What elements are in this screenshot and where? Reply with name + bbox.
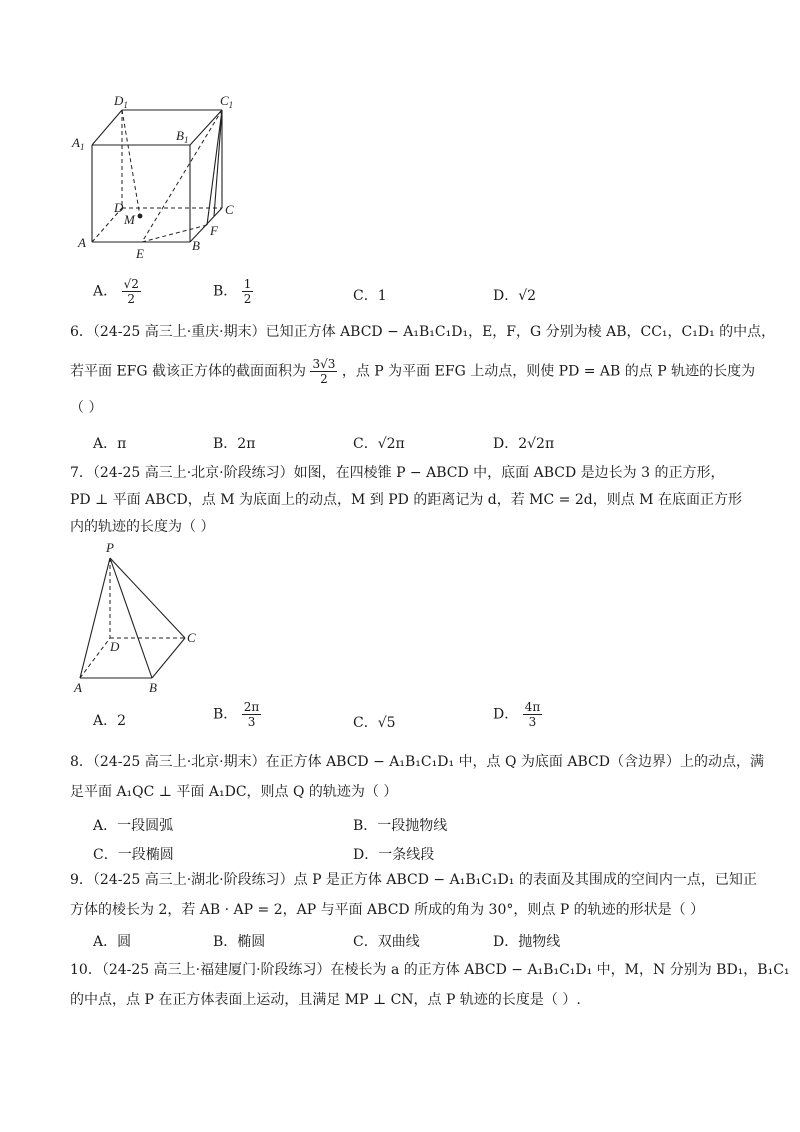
- q6-line1: 6．（24-25 高三上·重庆·期末）已知正方体 ABCD − A₁B₁C₁D₁，E，F，G 分别为棱 AB，CC₁，C₁D₁ 的中点，: [70, 324, 776, 340]
- label-f: F: [210, 223, 218, 238]
- q6-line2: 若平面 EFG 截该正方体的截面面积为 $\frac{3√3}{2}$ ，点 P 为平面 EFG 上动点，则使 PD = AB 的点 P 轨迹的长度为: [70, 357, 756, 386]
- q6-option-b[interactable]: B．2π: [213, 436, 256, 452]
- label-m: M: [124, 212, 135, 227]
- q9-option-b[interactable]: B．椭圆: [213, 934, 266, 950]
- q6-option-c[interactable]: C．√2π: [353, 436, 405, 452]
- label-b: B: [192, 238, 200, 253]
- q7-option-c[interactable]: C．√5: [353, 715, 396, 731]
- q10-line1: 10．（24-25 高三上·福建厦门·阶段练习）在棱长为 a 的正方体 ABCD − A₁B₁C₁D₁ 中，M，N 分别为 BD₁，B₁C₁: [70, 962, 790, 978]
- q7-option-b[interactable]: B． $\frac{2\pi}{3}$: [213, 700, 260, 729]
- q7-option-d[interactable]: D． $\frac{4\pi}{3}$: [493, 700, 541, 729]
- q9-option-d[interactable]: D．抛物线: [493, 934, 561, 950]
- q8-option-a[interactable]: A．一段圆弧: [93, 818, 174, 834]
- label-pc: C: [187, 630, 196, 645]
- q5-option-c[interactable]: C．1: [353, 288, 387, 304]
- q9-line1: 9．（24-25 高三上·湖北·阶段练习）点 P 是正方体 ABCD − A₁B₁C₁D₁ 的表面及其围成的空间内一点，已知正: [70, 872, 757, 888]
- pyramid-figure: [70, 540, 210, 695]
- label-d1: $D_1$: [114, 93, 128, 110]
- label-a1: $A_1$: [72, 135, 85, 152]
- q8-option-b[interactable]: B．一段抛物线: [353, 818, 448, 834]
- q8-line2: 足平面 A₁QC ⊥ 平面 A₁DC，则点 Q 的轨迹为（ ）: [70, 784, 398, 800]
- q6-option-d[interactable]: D．2√2π: [493, 436, 555, 452]
- q7-line3: 内的轨迹的长度为（ ）: [70, 519, 215, 535]
- q8-option-d[interactable]: D．一条线段: [353, 847, 435, 863]
- q5-option-a[interactable]: A． $\frac{√2}{2}$: [93, 277, 139, 306]
- label-a: A: [78, 235, 86, 250]
- q5-option-b[interactable]: B． $\frac{1}{2}$: [213, 277, 252, 306]
- q10-line2: 的中点，点 P 在正方体表面上运动，且满足 MP ⊥ CN，点 P 轨迹的长度是（ ）.: [70, 992, 581, 1008]
- q9-option-a[interactable]: A．圆: [93, 934, 132, 950]
- q8-line1: 8．（24-25 高三上·北京·期末）在正方体 ABCD − A₁B₁C₁D₁ 中，点 Q 为底面 ABCD（含边界）上的动点，满: [70, 754, 764, 770]
- label-pa: A: [74, 680, 82, 695]
- q6-option-a[interactable]: A．π: [93, 436, 127, 452]
- q6-line3: （ ）: [70, 400, 103, 416]
- q5-option-d[interactable]: D．√2: [493, 288, 537, 304]
- label-c: C: [225, 202, 234, 217]
- label-p: P: [106, 540, 114, 555]
- label-c1: $C_1$: [220, 93, 234, 110]
- q7-line1: 7．（24-25 高三上·北京·阶段练习）如图，在四棱锥 P − ABCD 中，底面 ABCD 是边长为 3 的正方形，: [70, 465, 725, 481]
- label-e: E: [136, 246, 144, 261]
- q9-option-c[interactable]: C．双曲线: [353, 934, 420, 950]
- q7-option-a[interactable]: A．2: [93, 713, 127, 729]
- label-pd: D: [110, 639, 120, 654]
- q8-option-c[interactable]: C．一段椭圆: [93, 847, 174, 863]
- q7-line2: PD ⊥ 平面 ABCD，点 M 为底面上的动点，M 到 PD 的距离记为 d，若 MC = 2d，则点 M 在底面正方形: [70, 492, 742, 508]
- label-pb: B: [149, 680, 157, 695]
- cube-figure: [70, 90, 250, 265]
- q9-line2: 方体的棱长为 2，若 AB · AP = 2，AP 与平面 ABCD 所成的角为 30°，则点 P 的轨迹的形状是（ ）: [70, 902, 705, 918]
- label-d: D: [114, 200, 124, 215]
- label-b1: $B_1$: [176, 128, 189, 145]
